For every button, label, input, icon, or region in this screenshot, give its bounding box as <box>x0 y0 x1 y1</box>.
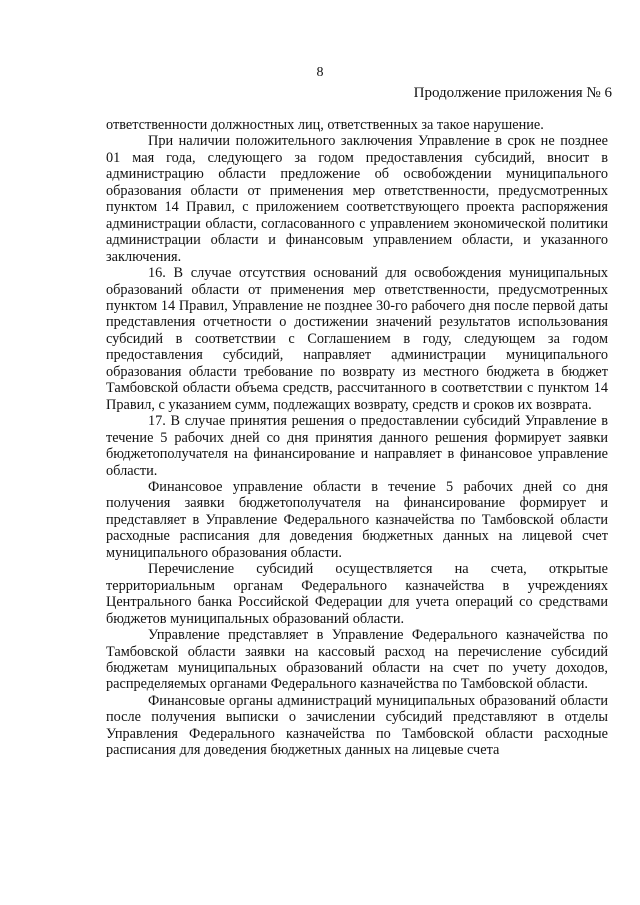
paragraph-item-17: 17. В случае принятия решения о предоставлении субсидий Управление в течение 5 рабочих дней со дня принятия данного решения формирует заявки бюджетополучателя на финансирование и направляет в финансовое управление области. <box>106 413 608 479</box>
paragraph-financial-bodies: Финансовые органы администраций муниципальных образований области после получения выписки о зачислении субсидий представляют в отделы Управления Федерального казначейства по Тамбовской области расходные расписания для доведения бюджетных данных на лицевые счета <box>106 692 608 759</box>
paragraph-finance-department: Финансовое управление области в течение 5 рабочих дней со дня получения заявки бюджетополучателя на финансирование формирует и представляет в Управление Федерального казначейства по Тамбовской области расходные расписания для доведения бюджетных данных на лицевой счет муниципального образования области. <box>106 478 608 561</box>
page-number: 8 <box>316 65 324 80</box>
paragraph-transfer: Перечисление субсидий осуществляется на счета, открытые территориальным органам Федерального казначейства в учреждениях Центрального банка Российской Федерации для учета операций со средствами бюджетов муниципальных образований области. <box>106 561 608 627</box>
document-body <box>106 117 608 759</box>
paragraph-positive-conclusion: При наличии положительного заключения Управление в срок не позднее 01 мая года, следующего за годом предоставления субсидий, вносит в администрацию области предложение об освобождении муниципального образования области от применения мер ответственности, предусмотренных пунктом 14 Правил, с приложением соответствующего проекта распоряжения администрации области, согласованного с управлением экономической политики администрации области и финансовым управлением области, и указанного заключения. <box>106 133 608 265</box>
paragraph-continuation: ответственности должностных лиц, ответственных за такое нарушение. <box>106 117 544 133</box>
paragraph-cash-requests: Управление представляет в Управление Федерального казначейства по Тамбовской области заявки на кассовый расход на перечисление субсидий бюджетам муниципальных образований области на счет по учету доходов, распределяемых органами Федерального казначейства по Тамбовской области. <box>106 627 608 693</box>
appendix-header: Продолжение приложения № 6 <box>413 85 612 101</box>
paragraph-item-16: 16. В случае отсутствия оснований для освобождения муниципальных образований области от применения мер ответственности, предусмотренных пунктом 14 Правил, Управление не позднее 30-го рабочего дня после первой даты представления отчетности о достижении значений результатов использования субсидий в соответствии с Соглашением в году, следующем за годом предоставления субсидий, направляет администрации муниципального образования области требование по возврату из местного бюджета в бюджет Тамбовской области объема средств, рассчитанного в соответствии с пунктом 14 Правил, с указанием сумм, подлежащих возврату, средств и сроков их возврата. <box>106 265 608 413</box>
